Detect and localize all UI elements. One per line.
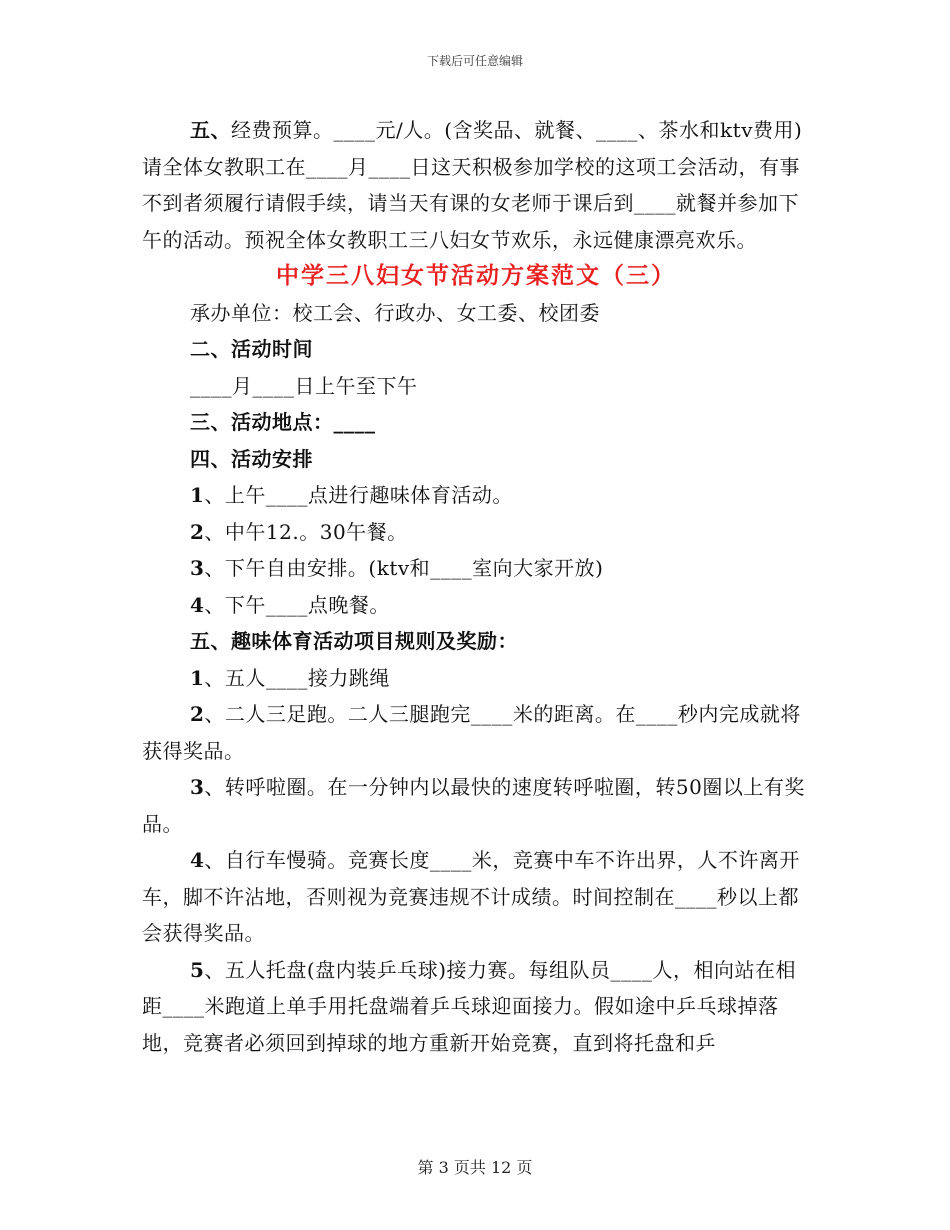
arrangement-num: 1 — [190, 483, 205, 507]
arrangement-text: 、中午12.。30午餐。 — [204, 519, 408, 544]
rule-text: 、五人托盘(盘内装乒乓球)接力赛。每组队员____人，相向站在相距____米跑道上单手用托盘端着乒乓球迎面接力。假如途中乒乓球掉落地，竞赛者必须回到掉球的地方重新开始竞赛，直到将托盘和乒 — [142, 957, 797, 1055]
rule-text: 、二人三足跑。二人三腿跑完____米的距离。在____秒内完成就将获得奖品。 — [142, 702, 801, 763]
arrangement-num: 3 — [190, 556, 205, 580]
arrange-heading: 四、活动安排 — [190, 446, 313, 471]
header-note: 下载后可任意编辑 — [426, 54, 523, 68]
rule-text: 、自行车慢骑。竞赛长度____米，竞赛中车不许出界，人不许离开车，脚不许沾地，否则视为竞赛违规不计成绩。时间控制在____秒以上都会获得奖品。 — [142, 848, 800, 945]
rule-item — [142, 660, 810, 697]
budget-text: 经费预算。____元/人。(含奖品、就餐、____、茶水和ktv费用)请全体女教职工在____月____日这天积极参加学校的这项工会活动，有事不到者须履行请假手续，请当天有课的女老师于课后到____就餐并参加下午的活动。预祝全体女教职工三八妇女节欢乐，永远健康漂亮欢乐。 — [142, 118, 803, 252]
arrangement-item — [142, 587, 810, 624]
rule-num: 5 — [190, 957, 205, 982]
arrangement-item — [142, 514, 810, 551]
rule-num: 4 — [190, 848, 205, 872]
rule-num: 2 — [190, 702, 205, 726]
rules-heading: 五、趣味体育活动项目规则及奖励： — [190, 629, 518, 653]
rule-item — [142, 952, 810, 1062]
rule-item — [142, 769, 810, 842]
rule-item — [142, 842, 810, 952]
document-body — [142, 112, 810, 1061]
arrangement-item — [142, 550, 810, 587]
organizer-line: 承办单位：校工会、行政办、女工委、校团委 — [190, 300, 600, 325]
arrangement-text: 、下午____点晚餐。 — [204, 592, 390, 617]
time-heading: 二、活动时间 — [190, 337, 313, 361]
rule-text: 、转呼啦圈。在一分钟内以最快的速度转呼啦圈，转50圈以上有奖品。 — [142, 775, 805, 836]
arrangement-num: 2 — [190, 519, 205, 544]
rule-item — [142, 696, 810, 769]
page-number: 第 3 页共 12 页 — [417, 1158, 533, 1177]
rule-num: 3 — [190, 775, 205, 799]
budget-paragraph — [142, 112, 810, 258]
arrangement-text: 、下午自由安排。(ktv和____室向大家开放) — [204, 556, 604, 580]
document-title: 中学三八妇女节活动方案范文（三） — [276, 262, 676, 289]
rule-num: 1 — [190, 665, 205, 690]
place-heading: 三、活动地点：____ — [190, 410, 376, 434]
arrangement-item — [142, 477, 810, 514]
arrangement-text: 、上午____点进行趣味体育活动。 — [204, 483, 513, 507]
budget-lead: 五、 — [190, 118, 231, 142]
rule-text: 、五人____接力跳绳 — [204, 665, 390, 690]
time-text: ____月____日上午至下午 — [190, 373, 418, 398]
arrangement-num: 4 — [190, 592, 205, 617]
